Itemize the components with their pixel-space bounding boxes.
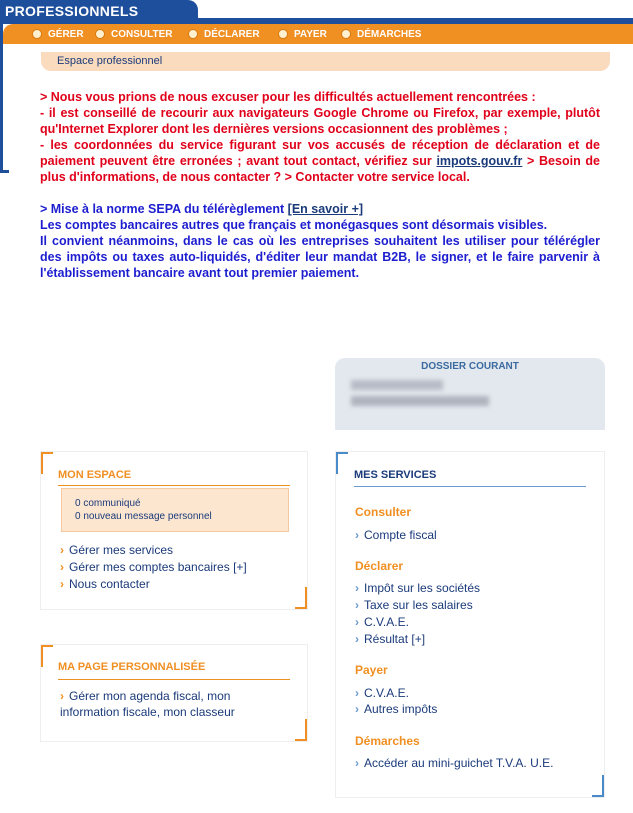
bullet-icon	[341, 29, 351, 39]
link-label: Impôt sur les sociétés	[364, 581, 481, 595]
title-rule	[58, 485, 290, 486]
page-title: PROFESSIONNELS	[5, 3, 139, 19]
link-label: Gérer mes comptes bancaires [+]	[69, 560, 247, 574]
link-label: Gérer mes services	[69, 543, 174, 557]
gerer-comptes-bancaires-link[interactable]	[60, 559, 247, 575]
breadcrumb-label: Espace professionnel	[57, 55, 163, 67]
chevron-right-icon: ›	[355, 632, 359, 646]
title-rule	[58, 679, 290, 680]
redacted-name	[351, 380, 443, 390]
nav-item-demarches[interactable]	[341, 27, 421, 41]
notice-sepa-title	[40, 201, 600, 217]
section-declarer: Déclarer	[355, 559, 404, 573]
chevron-right-icon: ›	[60, 577, 64, 591]
notice-contact-text-2: > Besoin de plus d'informations, de nous contacter ? > Contacter votre service local.	[40, 154, 600, 184]
impot-societes-link[interactable]	[355, 580, 480, 596]
nav-item-consulter[interactable]	[95, 27, 172, 41]
section-consulter: Consulter	[355, 505, 412, 519]
left-rail-foot	[0, 170, 9, 173]
dossier-body	[335, 376, 605, 430]
chevron-right-icon: ›	[355, 615, 359, 629]
communique-count: 0 communiqué	[75, 498, 141, 509]
link-label: C.V.A.E.	[364, 686, 409, 700]
agenda-fiscal-link[interactable]	[60, 688, 230, 704]
mon-espace-title: MON ESPACE	[58, 469, 132, 481]
bullet-icon	[32, 29, 42, 39]
chevron-right-icon: ›	[355, 686, 359, 700]
nav-item-gerer[interactable]	[32, 27, 84, 41]
nav-item-label: CONSULTER	[111, 28, 173, 40]
mes-services-title: MES SERVICES	[354, 469, 437, 481]
communications-panel	[61, 488, 289, 532]
cvae-declarer-link[interactable]	[355, 614, 409, 630]
main-nav	[3, 24, 633, 44]
cvae-payer-link[interactable]	[355, 685, 409, 701]
link-label: Autres impôts	[364, 702, 438, 716]
breadcrumb	[41, 52, 610, 71]
message-count: 0 nouveau message personnel	[75, 511, 212, 522]
nav-item-payer[interactable]	[278, 27, 327, 41]
bullet-icon	[95, 29, 105, 39]
compte-fiscal-link[interactable]	[355, 527, 437, 543]
taxe-salaires-link[interactable]	[355, 597, 473, 613]
link-label: Compte fiscal	[364, 528, 437, 542]
nav-item-label: GÉRER	[48, 28, 84, 40]
autres-impots-link[interactable]	[355, 701, 437, 717]
ma-page-title: MA PAGE PERSONNALISÉE	[58, 661, 206, 673]
nav-item-label: PAYER	[294, 28, 327, 40]
link-label: information fiscale, mon classeur	[60, 705, 235, 719]
resultat-link[interactable]	[355, 631, 425, 647]
notice-sepa-accounts: Les comptes bancaires autres que français et monégasques sont désormais visibles.	[40, 218, 548, 232]
nav-item-declarer[interactable]	[188, 27, 260, 41]
notice-contact-info	[40, 137, 600, 185]
nav-item-label: DÉCLARER	[204, 28, 260, 40]
dossier-courant-panel	[335, 358, 605, 430]
link-label: Nous contacter	[69, 577, 150, 591]
chevron-right-icon: ›	[60, 543, 64, 557]
notice-contact-text: - les coordonnées du service figurant sur vos accusés de réception de déclaration et de paiement peuvent être erronées ; avant tout contact, vérifiez sur	[40, 138, 600, 168]
section-payer: Payer	[355, 663, 388, 677]
impots-gouv-link[interactable]: impots.gouv.fr	[436, 154, 523, 168]
header-bar	[0, 0, 633, 24]
notice-apology: > Nous vous prions de nous excuser pour les difficultés actuellement rencontrées :	[40, 90, 536, 104]
en-savoir-plus-link[interactable]: [En savoir +]	[287, 202, 364, 216]
notice-browser-advice: - il est conseillé de recourir aux navigateurs Google Chrome ou Firefox, par exemple, plutôt qu'Internet Explorer dont les dernières versions occasionnent des problèmes ;	[40, 106, 600, 136]
link-label: Accéder au mini-guichet T.V.A. U.E.	[364, 756, 554, 770]
nous-contacter-link[interactable]	[60, 576, 150, 592]
spacer	[40, 185, 600, 201]
gerer-services-link[interactable]	[60, 542, 173, 558]
chevron-right-icon: ›	[355, 581, 359, 595]
bullet-icon	[188, 29, 198, 39]
chevron-right-icon: ›	[60, 689, 64, 703]
redacted-identifier	[351, 396, 489, 406]
chevron-right-icon: ›	[355, 756, 359, 770]
mini-guichet-tva-link[interactable]	[355, 755, 553, 771]
section-demarches: Démarches	[355, 734, 420, 748]
link-label: Taxe sur les salaires	[364, 598, 473, 612]
dossier-title: DOSSIER COURANT	[335, 358, 605, 376]
sepa-title-text: > Mise à la norme SEPA du télérèglement	[40, 202, 288, 216]
link-label: C.V.A.E.	[364, 615, 409, 629]
chevron-right-icon: ›	[60, 560, 64, 574]
agenda-fiscal-link-cont[interactable]	[60, 704, 235, 720]
bullet-icon	[278, 29, 288, 39]
chevron-right-icon: ›	[355, 598, 359, 612]
notice-block	[40, 89, 600, 281]
chevron-right-icon: ›	[355, 702, 359, 716]
link-label: Résultat [+]	[364, 632, 426, 646]
nav-item-label: DÉMARCHES	[357, 28, 422, 40]
chevron-right-icon: ›	[355, 528, 359, 542]
title-rule	[354, 486, 586, 487]
notice-sepa-mandate: Il convient néanmoins, dans le cas où les entreprises souhaitent les utiliser pour télérégler des impôts ou taxes auto-liquidés, d'éditer leur mandat B2B, le signer, et le faire parvenir à l'établissement bancaire avant tout premier paiement.	[40, 234, 600, 280]
link-label: Gérer mon agenda fiscal, mon	[69, 689, 231, 703]
